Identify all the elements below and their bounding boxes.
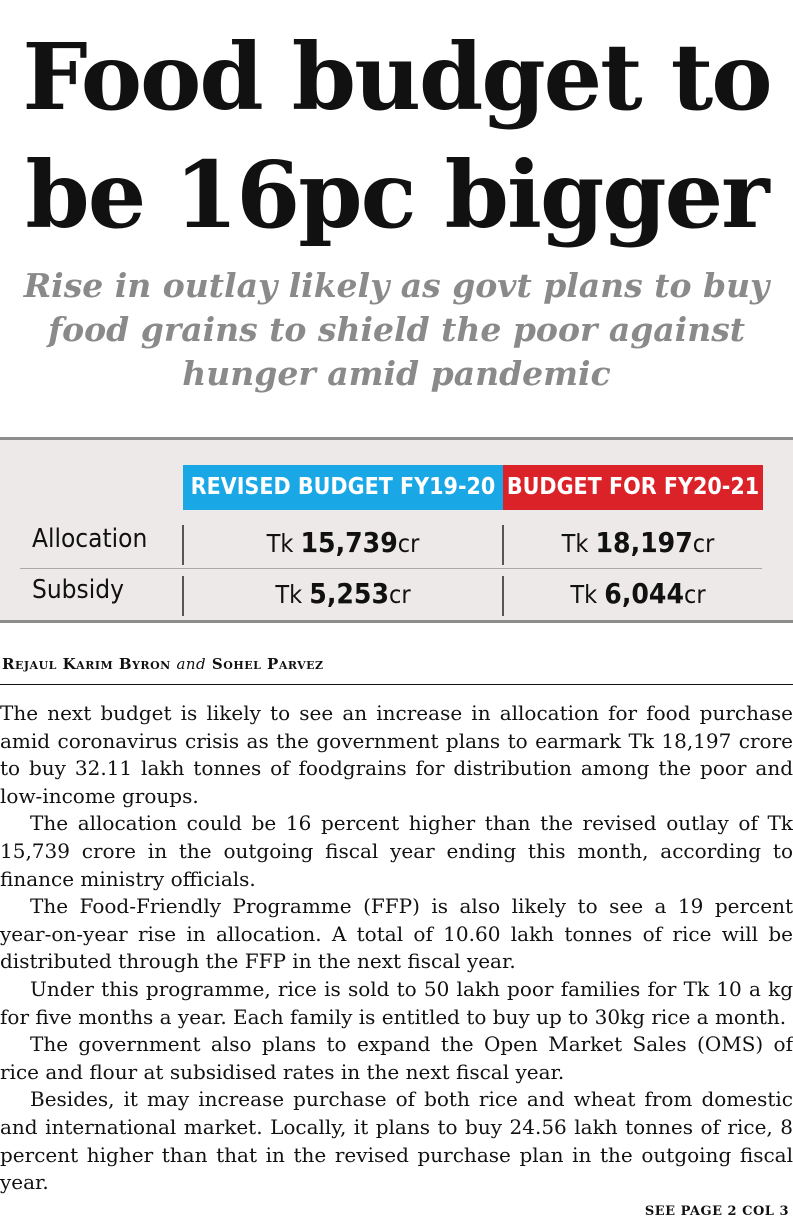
paragraph: The allocation could be 16 percent higher than the revised outlay of Tk 15,739 crore in the outgoing fiscal year ending this month, according to finance ministry officials.	[0, 811, 793, 891]
byline-author-2: Sohel Parvez	[211, 655, 324, 673]
row-divider	[20, 568, 762, 569]
subheadline-line-2: food grains to shield the poor against	[47, 310, 746, 349]
subheadline	[0, 264, 793, 396]
row-label-subsidy: Subsidy	[32, 575, 124, 605]
byline	[2, 655, 324, 673]
row-label-allocation: Allocation	[32, 524, 148, 554]
byline-and: and	[176, 655, 207, 673]
headline-line-1: Food budget to	[22, 23, 771, 131]
article-body	[0, 700, 793, 1197]
paragraph: The government also plans to expand the Open Market Sales (OMS) of rice and flour at subsidised rates in the next fiscal year.	[0, 1032, 793, 1084]
paragraph: The Food-Friendly Programme (FFP) is also likely to see a 19 percent year-on-year rise in allocation. A total of 10.60 lakh tonnes of rice will be distributed through the FFP in the next fiscal year.	[0, 894, 793, 974]
headline-line-2: be 16pc bigger	[25, 141, 768, 249]
subheadline-line-3: hunger amid pandemic	[182, 354, 611, 393]
paragraph: Under this programme, rice is sold to 50 lakh poor families for Tk 10 a kg for five months a year. Each family is entitled to buy up to 30kg rice a month.	[0, 976, 793, 1029]
header-budget-fy20-21: BUDGET FOR FY20-21	[503, 465, 763, 510]
continuation-jump-line: SEE PAGE 2 COL 3	[644, 1204, 789, 1219]
budget-comparison-table	[0, 437, 793, 623]
paragraph: Besides, it may increase purchase of both rice and wheat from domestic and international market. Locally, it plans to buy 24.56 lakh tonnes of rice, 8 percent higher than that in the revised purchase plan in the outgoing fiscal year.	[0, 1087, 793, 1195]
subheadline-line-1: Rise in outlay likely as govt plans to buy	[23, 266, 770, 305]
byline-rule	[0, 684, 793, 685]
cell-allocation-revised: Tk 15,739cr	[266, 526, 420, 559]
header-revised-budget: REVISED BUDGET FY19-20	[183, 465, 503, 510]
cell-subsidy-revised: Tk 5,253cr	[275, 577, 411, 610]
headline	[0, 0, 793, 254]
cell-subsidy-budget: Tk 6,044cr	[570, 577, 706, 610]
paragraph: The next budget is likely to see an increase in allocation for food purchase amid coronavirus crisis as the government plans to earmark Tk 18,197 crore to buy 32.11 lakh tonnes of foodgrains for distribution among the poor and low-income groups.	[0, 701, 793, 808]
cell-allocation-budget: Tk 18,197cr	[561, 526, 715, 559]
byline-author-1: Rejaul Karim Byron	[2, 655, 171, 673]
